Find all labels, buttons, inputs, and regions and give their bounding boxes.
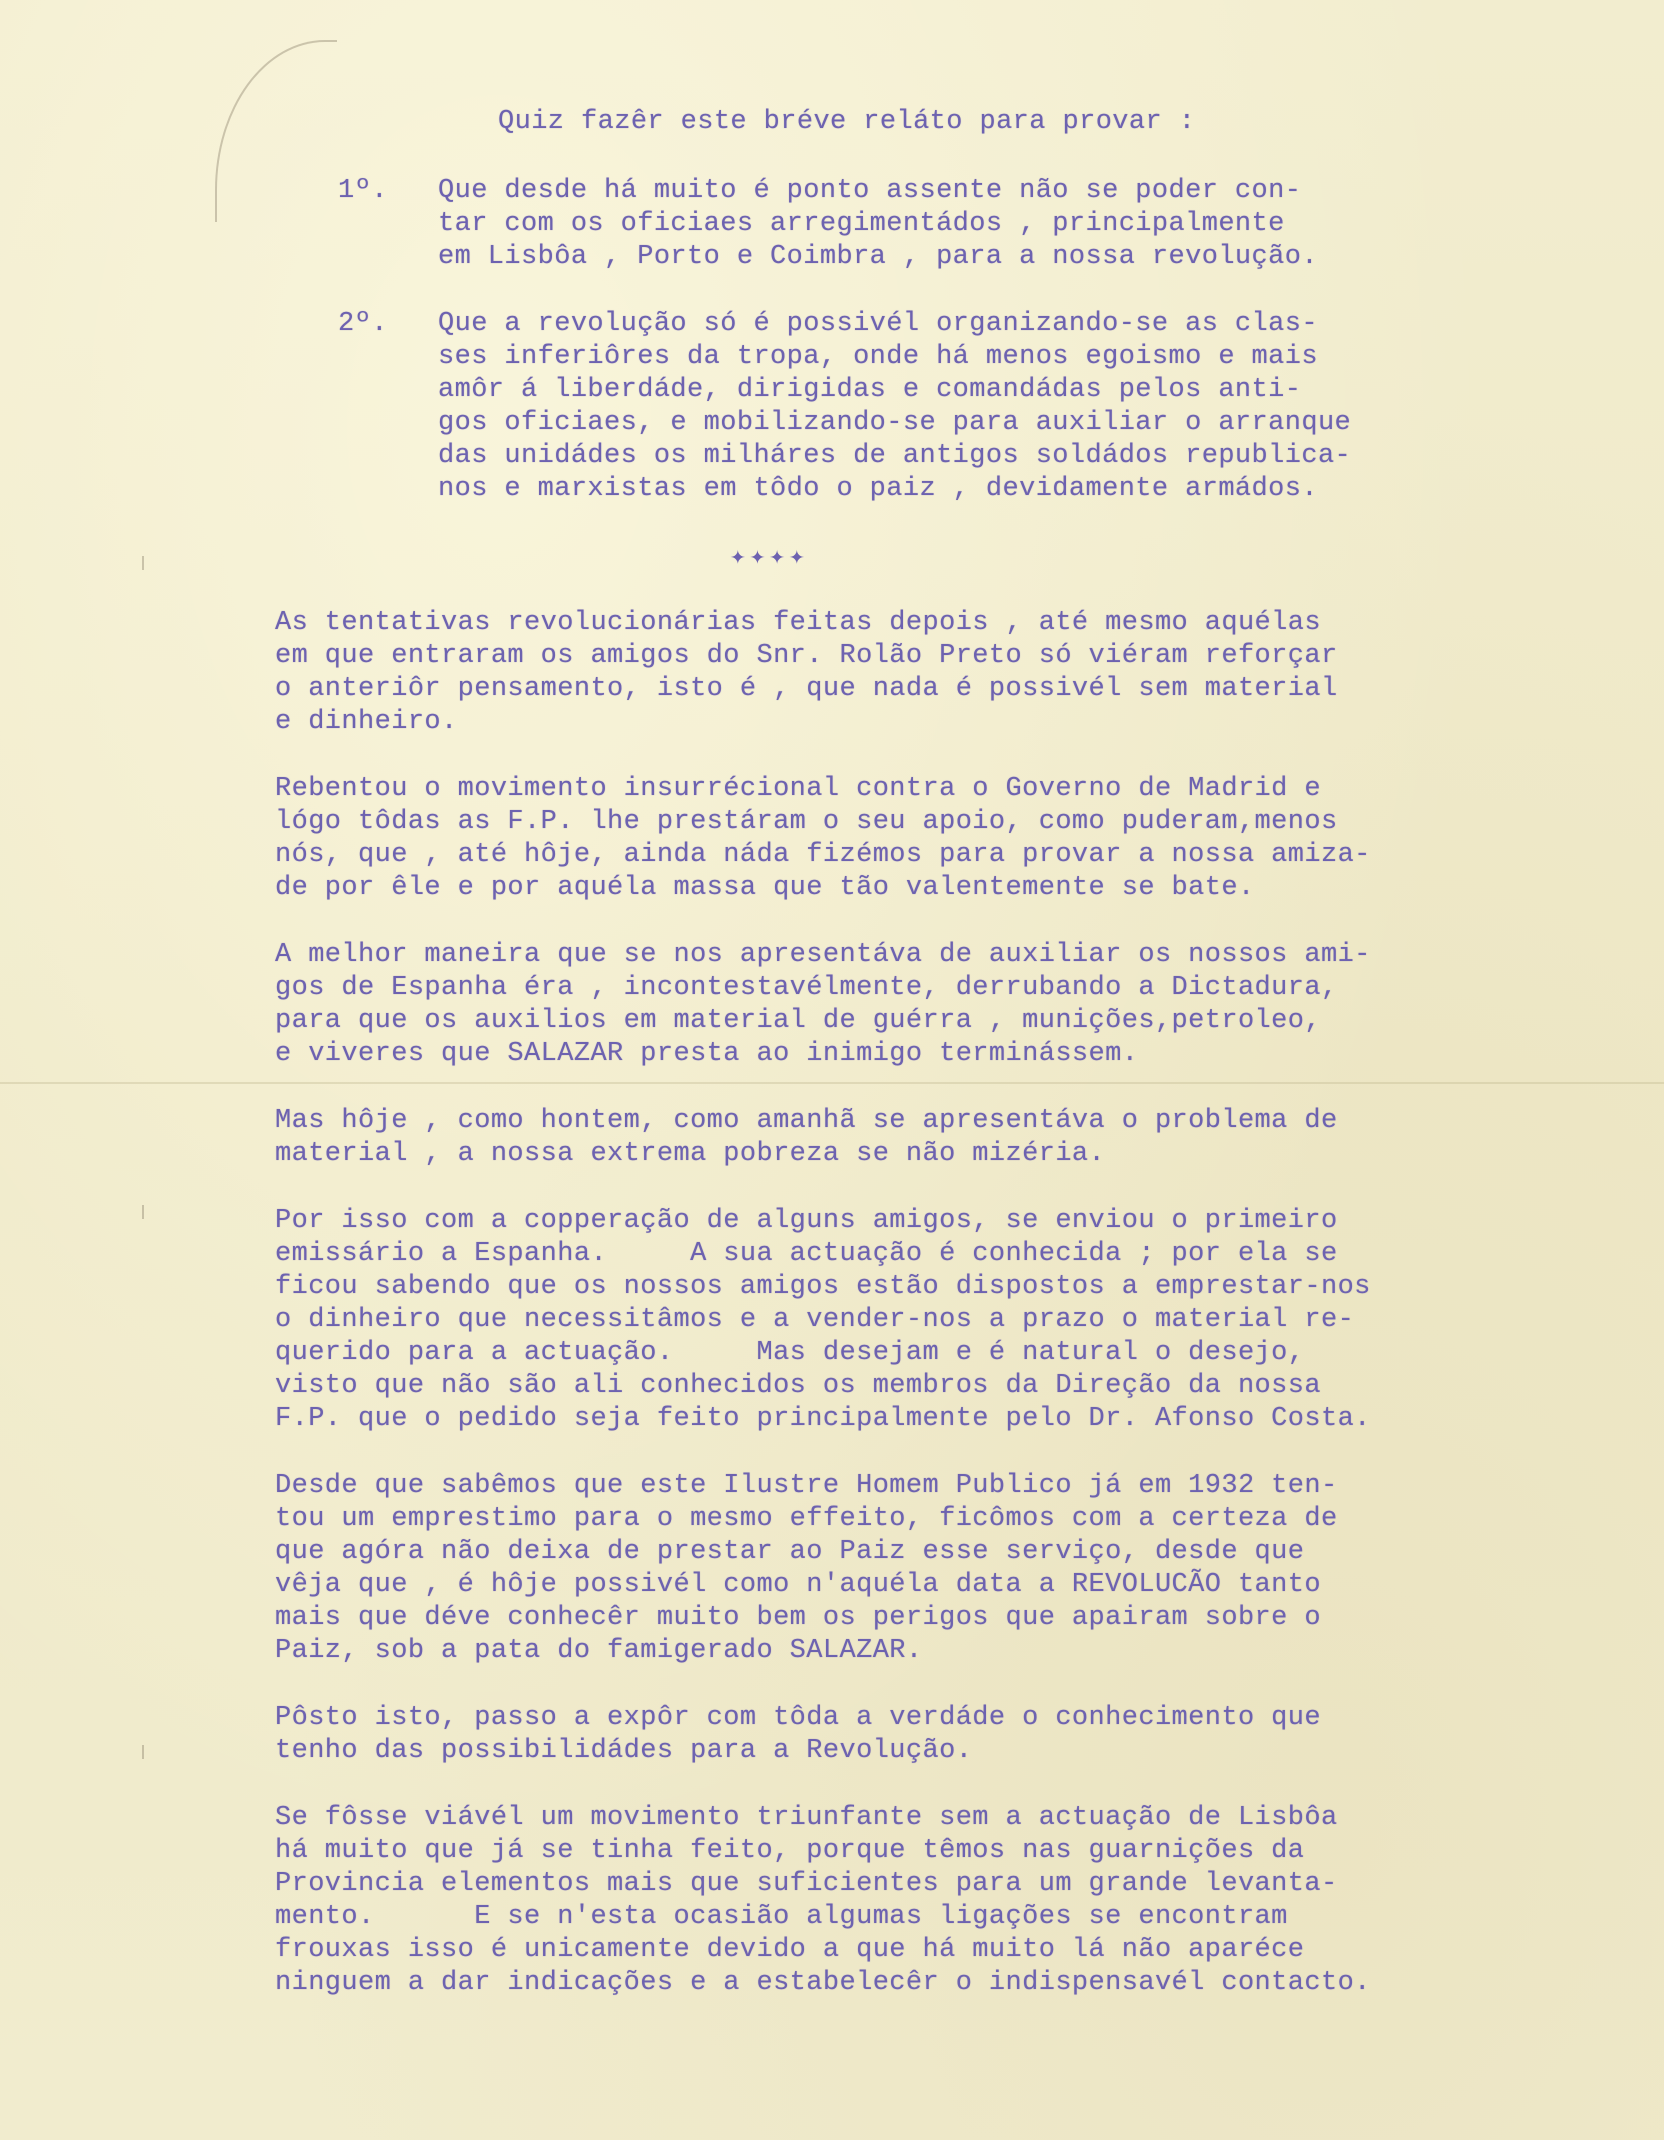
paragraph-line: que agóra não deixa de prestar ao Paiz esse serviço, desde que — [275, 1537, 1305, 1567]
paragraph-line: mento. E se n'esta ocasião algumas ligações se encontram — [275, 1902, 1288, 1932]
point-line: gos oficiaes, e mobilizando-se para auxiliar o arranque — [438, 408, 1352, 438]
point-line: amôr á liberdáde, dirigidas e comandádas pelos anti- — [438, 375, 1302, 405]
paragraph-line: visto que não são ali conhecidos os membros da Direção da nossa — [275, 1371, 1321, 1401]
paragraph-line: há muito que já se tinha feito, porque têmos nas guarnições da — [275, 1836, 1305, 1866]
point-line: Que desde há muito é ponto assente não se poder con- — [438, 176, 1302, 206]
paragraph-line: material , a nossa extrema pobreza se não mizéria. — [275, 1139, 1106, 1169]
paragraph-line: e dinheiro. — [275, 707, 458, 737]
point-line: Que a revolução só é possivél organizando-se as clas- — [438, 309, 1318, 339]
point-number: 2º. — [338, 309, 388, 339]
paragraph-line: para que os auxilios em material de guérra , munições,petroleo, — [275, 1006, 1321, 1036]
paragraph-line: nós, que , até hôje, ainda náda fizémos para provar a nossa amiza- — [275, 840, 1371, 870]
paragraph-line: em que entraram os amigos do Snr. Rolão Preto só viéram reforçar — [275, 641, 1338, 671]
paragraph-line: mais que déve conhecêr muito bem os perigos que apairam sobre o — [275, 1603, 1321, 1633]
point-line: nos e marxistas em tôdo o paiz , devidamente armádos. — [438, 474, 1318, 504]
point-line: tar com os oficiaes arregimentádos , principalmente — [438, 209, 1285, 239]
paragraph-line: F.P. que o pedido seja feito principalmente pelo Dr. Afonso Costa. — [275, 1404, 1371, 1434]
paragraph-line: Provincia elementos mais que suficientes para um grande levanta- — [275, 1869, 1338, 1899]
paragraph-line: Paiz, sob a pata do famigerado SALAZAR. — [275, 1636, 923, 1666]
paragraph-line: Se fôsse viávél um movimento triunfante sem a actuação de Lisbôa — [275, 1803, 1338, 1833]
paragraph-line: Rebentou o movimento insurrécional contra o Governo de Madrid e — [275, 774, 1321, 804]
paragraph-line: ninguem a dar indicações e a estabelecêr o indispensavél contacto. — [275, 1968, 1371, 1998]
point-line: em Lisbôa , Porto e Coimbra , para a nossa revolução. — [438, 242, 1318, 272]
paragraph-line: tenho das possibilidádes para a Revolução. — [275, 1736, 973, 1766]
paragraph-line: A melhor maneira que se nos apresentáva de auxiliar os nossos ami- — [275, 940, 1371, 970]
point-line: ses inferiôres da tropa, onde há menos egoismo e mais — [438, 342, 1318, 372]
paragraph-line: Por isso com a copperação de alguns amigos, se enviou o primeiro — [275, 1206, 1338, 1236]
paragraph-line: Pôsto isto, passo a expôr com tôda a verdáde o conhecimento que — [275, 1703, 1321, 1733]
paragraph-line: querido para a actuação. Mas desejam e é natural o desejo, — [275, 1338, 1305, 1368]
paragraph-line: emissário a Espanha. A sua actuação é conhecida ; por ela se — [275, 1239, 1338, 1269]
paragraph-line: gos de Espanha éra , incontestavélmente, derrubando a Dictadura, — [275, 973, 1338, 1003]
point-line: das unidádes os milháres de antigos soldádos republica- — [438, 441, 1352, 471]
paragraph-line: ficou sabendo que os nossos amigos estão dispostos a emprestar-nos — [275, 1272, 1371, 1302]
point-number: 1º. — [338, 176, 388, 206]
paragraph-line: vêja que , é hôje possivél como n'aquéla data a REVOLUCÃO tanto — [275, 1570, 1321, 1600]
paragraph-line: lógo tôdas as F.P. lhe prestáram o seu apoio, como puderam,menos — [275, 807, 1338, 837]
paragraph-line: de por êle e por aquéla massa que tão valentemente se bate. — [275, 873, 1255, 903]
paragraph-line: As tentativas revolucionárias feitas depois , até mesmo aquélas — [275, 608, 1321, 638]
paragraph-line: frouxas isso é unicamente devido a que há muito lá não aparéce — [275, 1935, 1305, 1965]
paragraph-line: Desde que sabêmos que este Ilustre Homem Publico já em 1932 ten- — [275, 1471, 1338, 1501]
intro-line: Quiz fazêr este bréve reláto para provar : — [498, 107, 1196, 137]
paragraph-line: o anteriôr pensamento, isto é , que nada é possivél sem material — [275, 674, 1338, 704]
paragraph-line: Mas hôje , como hontem, como amanhã se apresentáva o problema de — [275, 1106, 1338, 1136]
paragraph-line: tou um emprestimo para o mesmo effeito, ficômos com a certeza de — [275, 1504, 1338, 1534]
section-separator: ✦✦✦✦ — [730, 542, 809, 572]
paragraph-line: o dinheiro que necessitâmos e a vender-nos a prazo o material re- — [275, 1305, 1355, 1335]
paragraph-line: e viveres que SALAZAR presta ao inimigo terminássem. — [275, 1039, 1139, 1069]
